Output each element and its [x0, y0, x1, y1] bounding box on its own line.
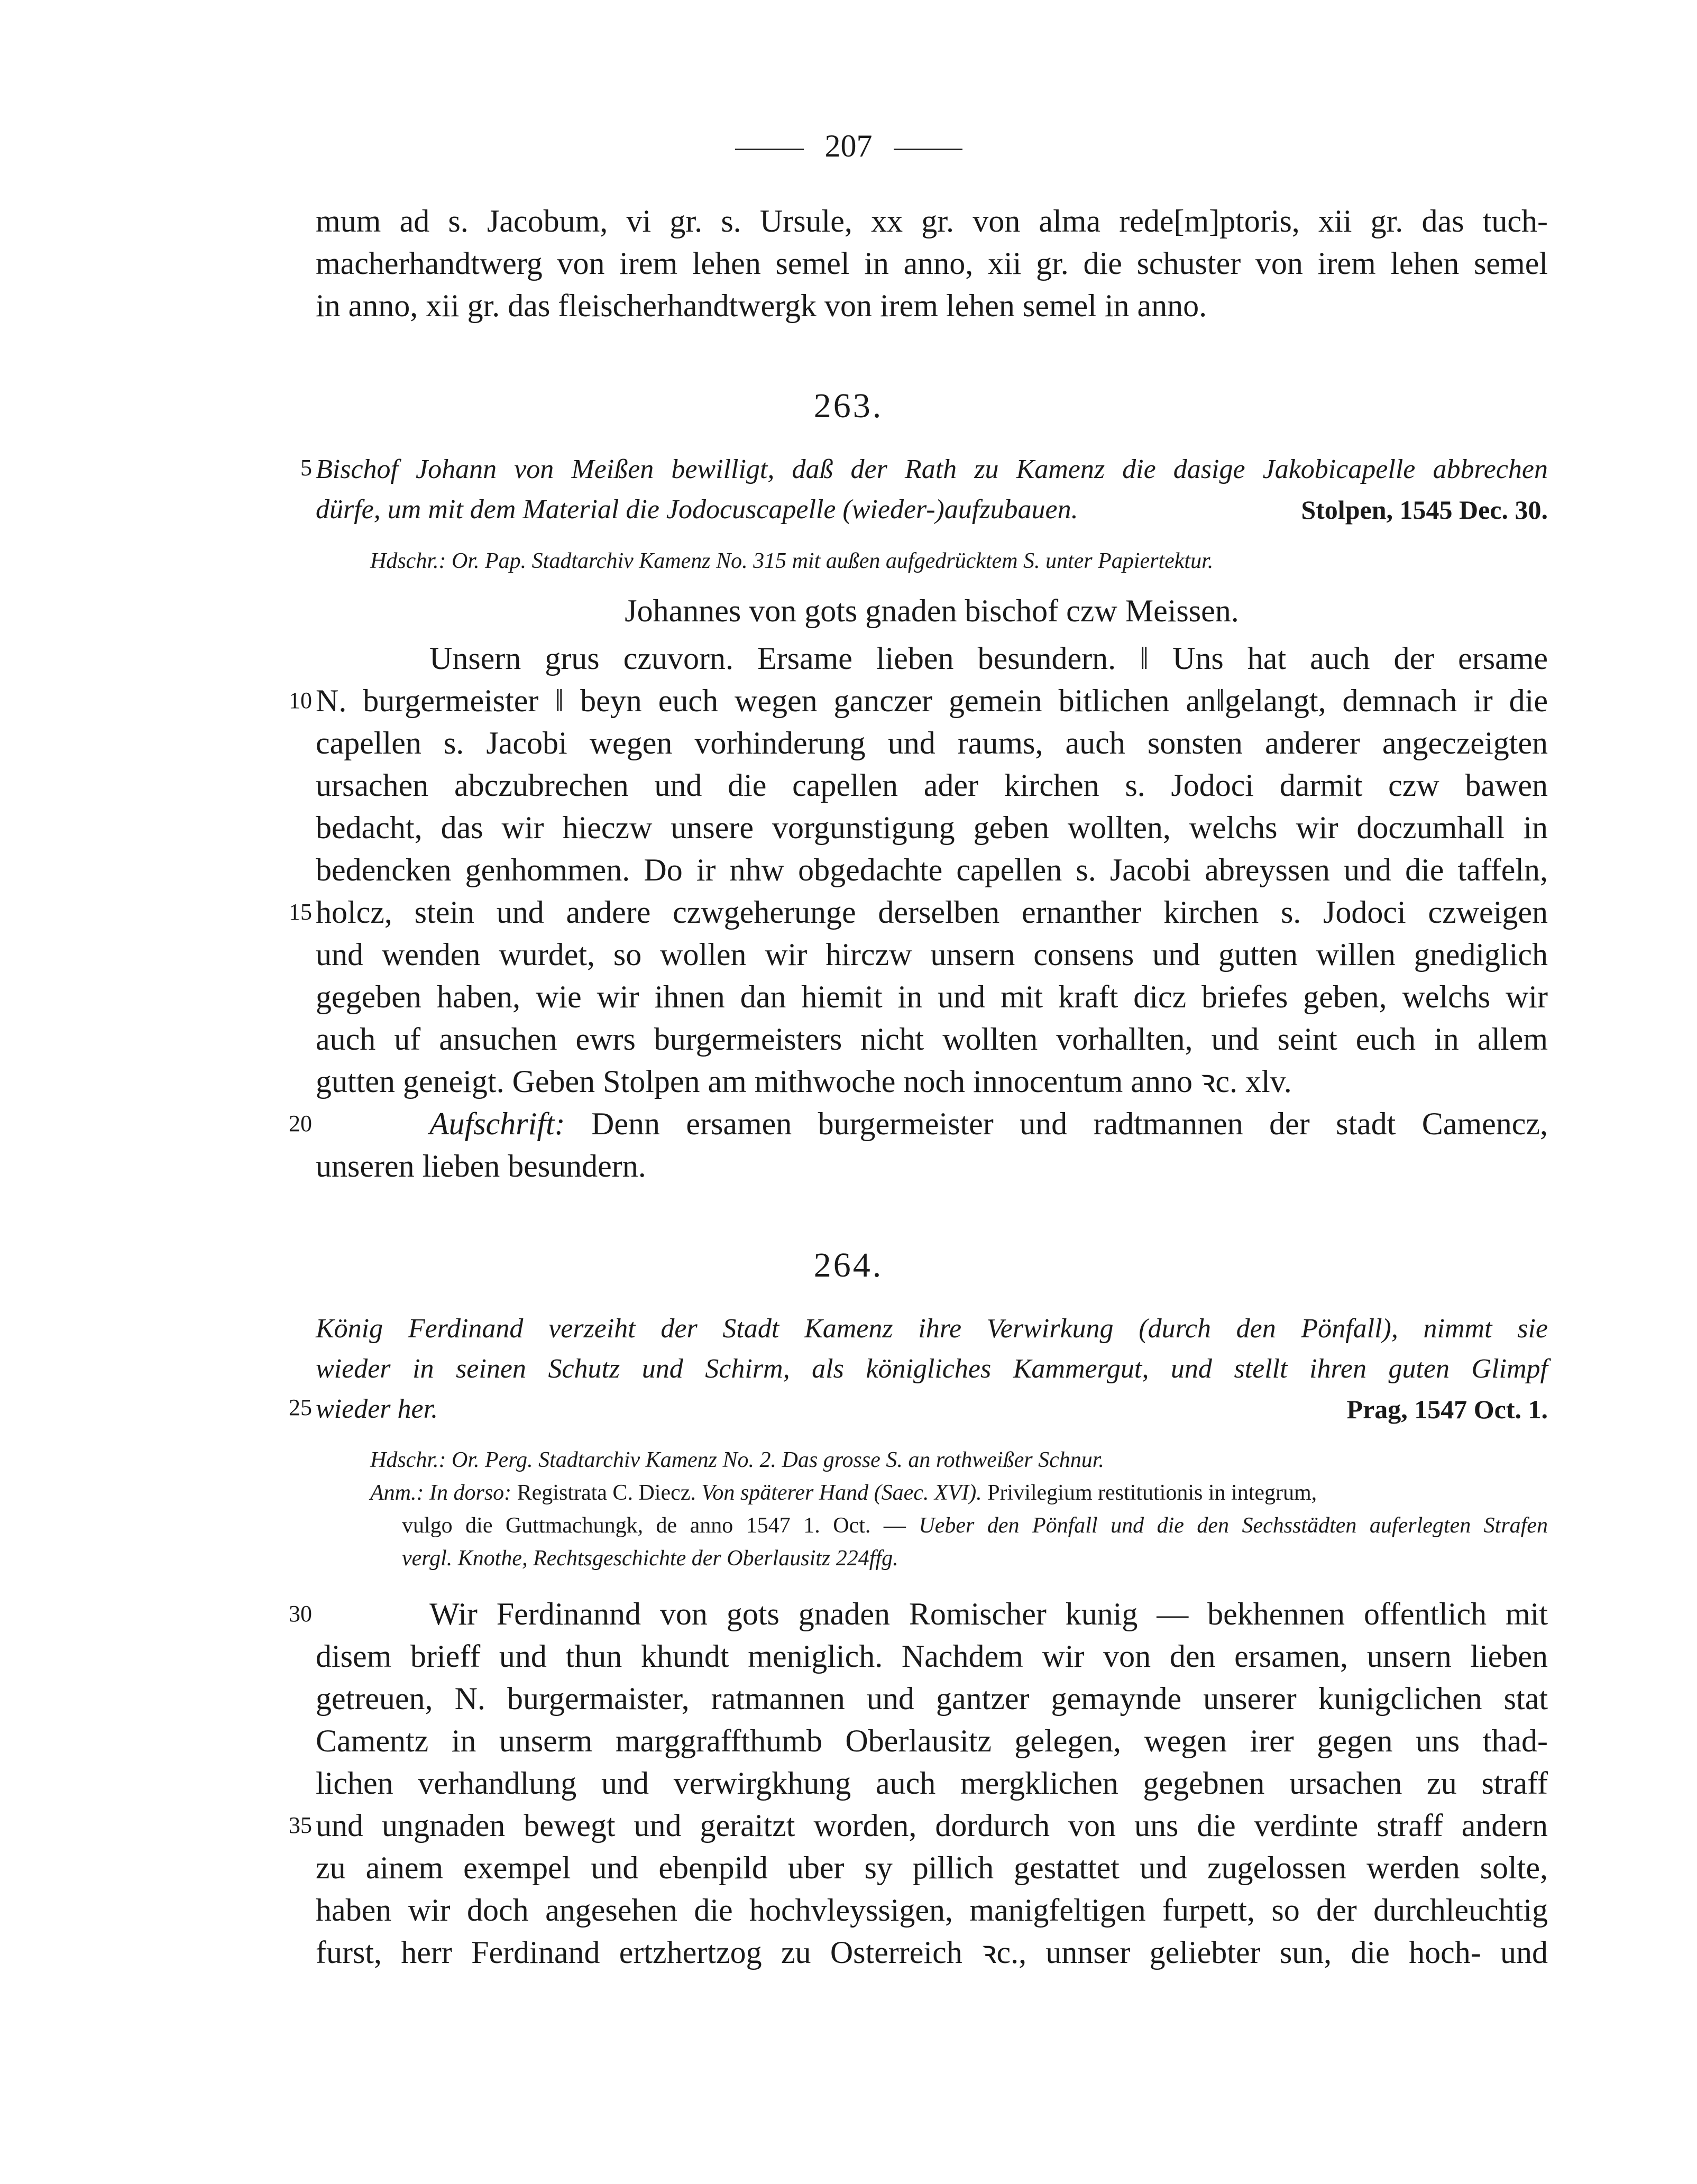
note-text: Privilegium restitutionis in integrum,: [987, 1481, 1317, 1505]
note-italic: Von späterer Hand (Saec. XVI).: [701, 1481, 982, 1505]
regest-line: dürfe, um mit dem Material die Jodocuscapelle (wieder-)aufzubauen.: [316, 494, 1078, 525]
page-number: [0, 128, 1697, 164]
aufschrift-label: Aufschrift:: [429, 1106, 565, 1141]
text-line: auch uf ansuchen ewrs burgermeisters nicht wollten vorhallten, und seint euch in allem: [316, 1022, 1548, 1057]
text-line: capellen s. Jacobi wegen vorhinderung und raums, auch sonsten anderer angeczeigten: [316, 726, 1548, 760]
text-line: bedencken genhommen. Do ir nhw obgedachte capellen s. Jacobi abreyssen und die taffeln,: [316, 852, 1548, 887]
text-line: unseren lieben besundern.: [316, 1149, 646, 1183]
text-line: gegeben haben, wie wir ihnen dan hiemit in und mit kraft dicz briefes geben, welchs wir: [316, 979, 1548, 1014]
annotation-note-cont: [402, 1509, 1548, 1542]
regest-line: wieder her.: [316, 1394, 438, 1424]
note-label: Hdschr.:: [370, 1448, 446, 1472]
note-text: Registrata C. Diecz.: [517, 1481, 696, 1505]
note-label: Anm.:: [370, 1481, 424, 1505]
manuscript-note: [370, 1444, 1548, 1476]
text-line: bedacht, das wir hieczw unsere vorgunstigung geben wollten, welchs wir doczumhall in: [316, 810, 1548, 845]
text-line: Camentz in unserm marggraffthumb Oberlausitz gelegen, wegen irer gegen uns thad-: [316, 1723, 1548, 1758]
note-italic: Ueber den Pönfall und die den Sechsstädten auferlegten Strafen: [919, 1513, 1548, 1538]
note-italic: In dorso:: [429, 1481, 512, 1505]
page-number-dash-right: [894, 149, 962, 150]
note-italic: vergl. Knothe, Rechtsgeschichte der Oberlausitz 224ffg.: [402, 1546, 898, 1571]
text-line: holcz, stein und andere czwgeherunge derselben ernanther kirchen s. Jodoci czweigen: [316, 895, 1548, 930]
line-number: 35: [289, 1812, 312, 1838]
line-number: 10: [289, 687, 312, 713]
intro-line: mum ad s. Jacobum, vi gr. s. Ursule, xx gr. von alma rede[m]ptoris, xii gr. das tuch-: [316, 204, 1548, 238]
text-line: disem brieff und thun khundt meniglich. Nachdem wir von den ersamen, unsern lieben: [316, 1639, 1548, 1674]
text-line: lichen verhandlung und verwirgkhung auch mergklichen gegebnen ursachen zu straff: [316, 1766, 1548, 1801]
document-number-263: 263.: [813, 387, 884, 425]
line-number: 30: [289, 1601, 312, 1627]
regest-line: Bischof Johann von Meißen bewilligt, daß der Rath zu Kamenz die dasige Jakobicapelle abbrechen: [316, 454, 1548, 484]
aufschrift-text: Denn ersamen burgermeister und radtmannen der stadt Camencz,: [591, 1106, 1548, 1141]
text-line: N. burgermeister ‖ beyn euch wegen ganczer gemein bitlichen an‖gelangt, demnach ir die: [316, 683, 1548, 718]
page-number-dash-left: [735, 149, 804, 150]
annotation-note: [370, 1476, 1548, 1509]
text-line: und wenden wurdet, so wollen wir hirczw unsern consens und gutten willen gnediglich: [316, 937, 1548, 972]
place-date: Prag, 1547 Oct. 1.: [1346, 1394, 1548, 1424]
line-number: 25: [289, 1394, 312, 1420]
text-line: und ungnaden bewegt und geraitzt worden, dordurch von uns die verdinte straff andern: [316, 1808, 1548, 1843]
manuscript-note: [370, 545, 1548, 577]
regest-line: wieder in seinen Schutz und Schirm, als königliches Kammergut, und stellt ihren guten Glimpf: [316, 1354, 1548, 1384]
text-line: ursachen abczubrechen und die capellen ader kirchen s. Jodoci darmit czw bawen: [316, 768, 1548, 803]
text-line: haben wir doch angesehen die hochvleyssigen, manigfeltigen furpett, so der durchleuchtig: [316, 1893, 1548, 1928]
text-line: zu ainem exempel und ebenpild uber sy pillich gestattet und zugelossen werden solte,: [316, 1850, 1548, 1885]
line-number: 5: [300, 455, 312, 481]
regest-line: König Ferdinand verzeiht der Stadt Kamenz ihre Verwirkung (durch den Pönfall), nimmt sie: [316, 1314, 1548, 1344]
note-text: Or. Perg. Stadtarchiv Kamenz No. 2. Das grosse S. an rothweißer Schnur.: [452, 1448, 1104, 1472]
document-number-264: 264.: [813, 1246, 884, 1284]
text-line: Unsern grus czuvorn. Ersame lieben besundern. ‖ Uns hat auch der ersame: [429, 641, 1548, 676]
line-number: 20: [289, 1111, 312, 1136]
intro-line: macherhandtwerg von irem lehen semel in anno, xii gr. die schuster von irem lehen semel: [316, 246, 1548, 281]
aufschrift-line: [429, 1103, 1548, 1145]
note-label: Hdschr.:: [370, 549, 446, 573]
text-line: gutten geneigt. Geben Stolpen am mithwoche noch innocentum anno ꝛc. xlv.: [316, 1064, 1292, 1099]
page-number-value: 207: [824, 129, 873, 163]
text-line: getreuen, N. burgermaister, ratmannen und gantzer gemaynde unserer kunigclichen stat: [316, 1681, 1548, 1716]
text-line: Wir Ferdinannd von gots gnaden Romischer kunig — bekhennen offentlich mit: [429, 1596, 1548, 1631]
note-text: Or. Pap. Stadtarchiv Kamenz No. 315 mit außen aufgedrücktem S. unter Papiertektur.: [452, 549, 1214, 573]
annotation-note-cont: [402, 1542, 1548, 1575]
letter-heading: Johannes von gots gnaden bischof czw Meissen.: [625, 593, 1239, 628]
line-number: 15: [289, 899, 312, 925]
intro-line: in anno, xii gr. das fleischerhandtwergk von irem lehen semel in anno.: [316, 288, 1207, 323]
place-date: Stolpen, 1545 Dec. 30.: [1301, 495, 1548, 525]
note-text: vulgo die Guttmachungk, de anno 1547 1. Oct. —: [402, 1513, 906, 1538]
text-line: furst, herr Ferdinand ertzhertzog zu Osterreich ꝛc., unnser geliebter sun, die hoch- und: [316, 1935, 1548, 1970]
